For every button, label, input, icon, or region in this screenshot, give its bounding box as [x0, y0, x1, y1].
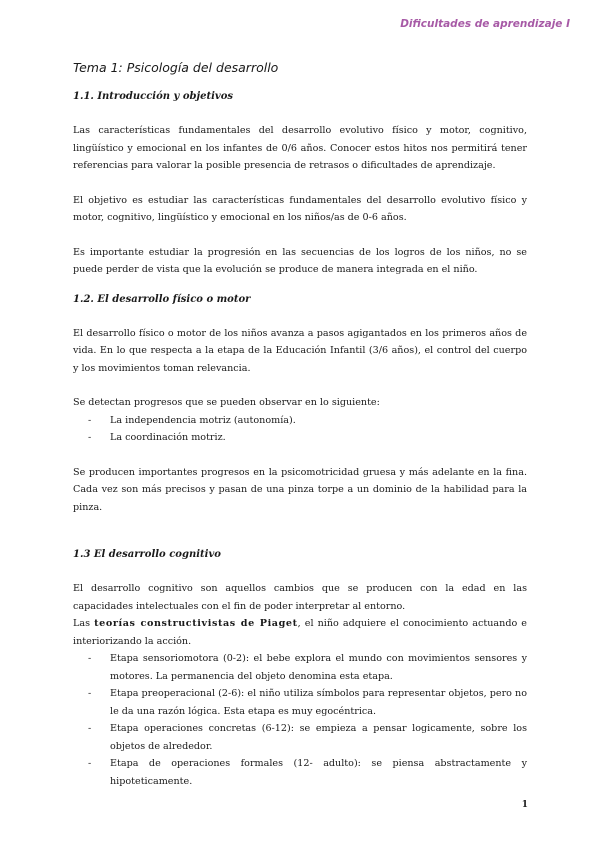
- chapter-title: Tema 1: Psicología del desarrollo: [73, 60, 279, 75]
- paragraph: El desarrollo cognitivo son aquellos cambios que se producen con la edad en las capacidades intelectuales con el fin de poder interpretar al entorno.: [73, 583, 527, 612]
- paragraph-piaget: Las teorías constructivistas de Piaget, el niño adquiere el conocimiento actuando e interiorizando la acción.: [73, 618, 527, 647]
- bullet-list-motor: [73, 412, 527, 447]
- bullet-list-stages: [73, 650, 527, 790]
- running-header: Dificultades de aprendizaje I: [400, 18, 570, 30]
- section-heading-motor: 1.2. El desarrollo físico o motor: [73, 293, 251, 305]
- list-item: - Etapa operaciones concretas (6-12): se empieza a pensar logicamente, sobre los objetos de alrededor.: [73, 720, 527, 755]
- paragraph: El desarrollo físico o motor de los niños avanza a pasos agigantados en los primeros años de vida. En lo que respecta a la etapa de la Educación Infantil (3/6 años), el control del cuerpo y los movimientos toman relevancia.: [73, 327, 527, 374]
- document-body: [73, 58, 527, 790]
- list-item: - Etapa sensoriomotora (0-2): el bebe explora el mundo con movimientos sensores y motores. La permanencia del objeto denomina esta etapa.: [73, 650, 527, 685]
- list-item: - Etapa preoperacional (2-6): el niño utiliza símbolos para representar objetos, pero no le da una razón lógica. Esta etapa es muy egocéntrica.: [73, 685, 527, 720]
- paragraph: Se producen importantes progresos en la psicomotricidad gruesa y más adelante en la fina. Cada vez son más precisos y pasan de una pinza torpe a un dominio de la habilidad para la pinza.: [73, 466, 527, 513]
- list-item: - Etapa de operaciones formales (12- adulto): se piensa abstractamente y hipoteticamente.: [73, 755, 527, 790]
- paragraph: Es importante estudiar la progresión en las secuencias de los logros de los niños, no se puede perder de vista que la evolución se produce de manera integrada en el niño.: [73, 246, 527, 275]
- list-item: - La independencia motriz (autonomía).: [73, 412, 527, 430]
- section-heading-cognitive: 1.3 El desarrollo cognitivo: [73, 549, 221, 560]
- page-number: 1: [521, 800, 528, 810]
- list-item: - La coordinación motriz.: [73, 429, 527, 447]
- bold-term: teorías constructivistas de Piaget: [94, 618, 298, 629]
- paragraph: El objetivo es estudiar las características fundamentales del desarrollo evolutivo físico y motor, cognitivo, lingüístico y emocional en los niños/as de 0-6 años.: [73, 194, 527, 223]
- section-heading-intro: 1.1. Introducción y objetivos: [73, 91, 233, 102]
- paragraph: Las características fundamentales del desarrollo evolutivo físico y motor, cognitivo, lingüístico y emocional en los infantes de 0/6 años. Conocer estos hitos nos permitirá tener referencias para valorar la posible presencia de retrasos o dificultades de aprendizaje.: [73, 125, 527, 171]
- paragraph: Se detectan progresos que se pueden observar en lo siguiente:: [73, 397, 380, 408]
